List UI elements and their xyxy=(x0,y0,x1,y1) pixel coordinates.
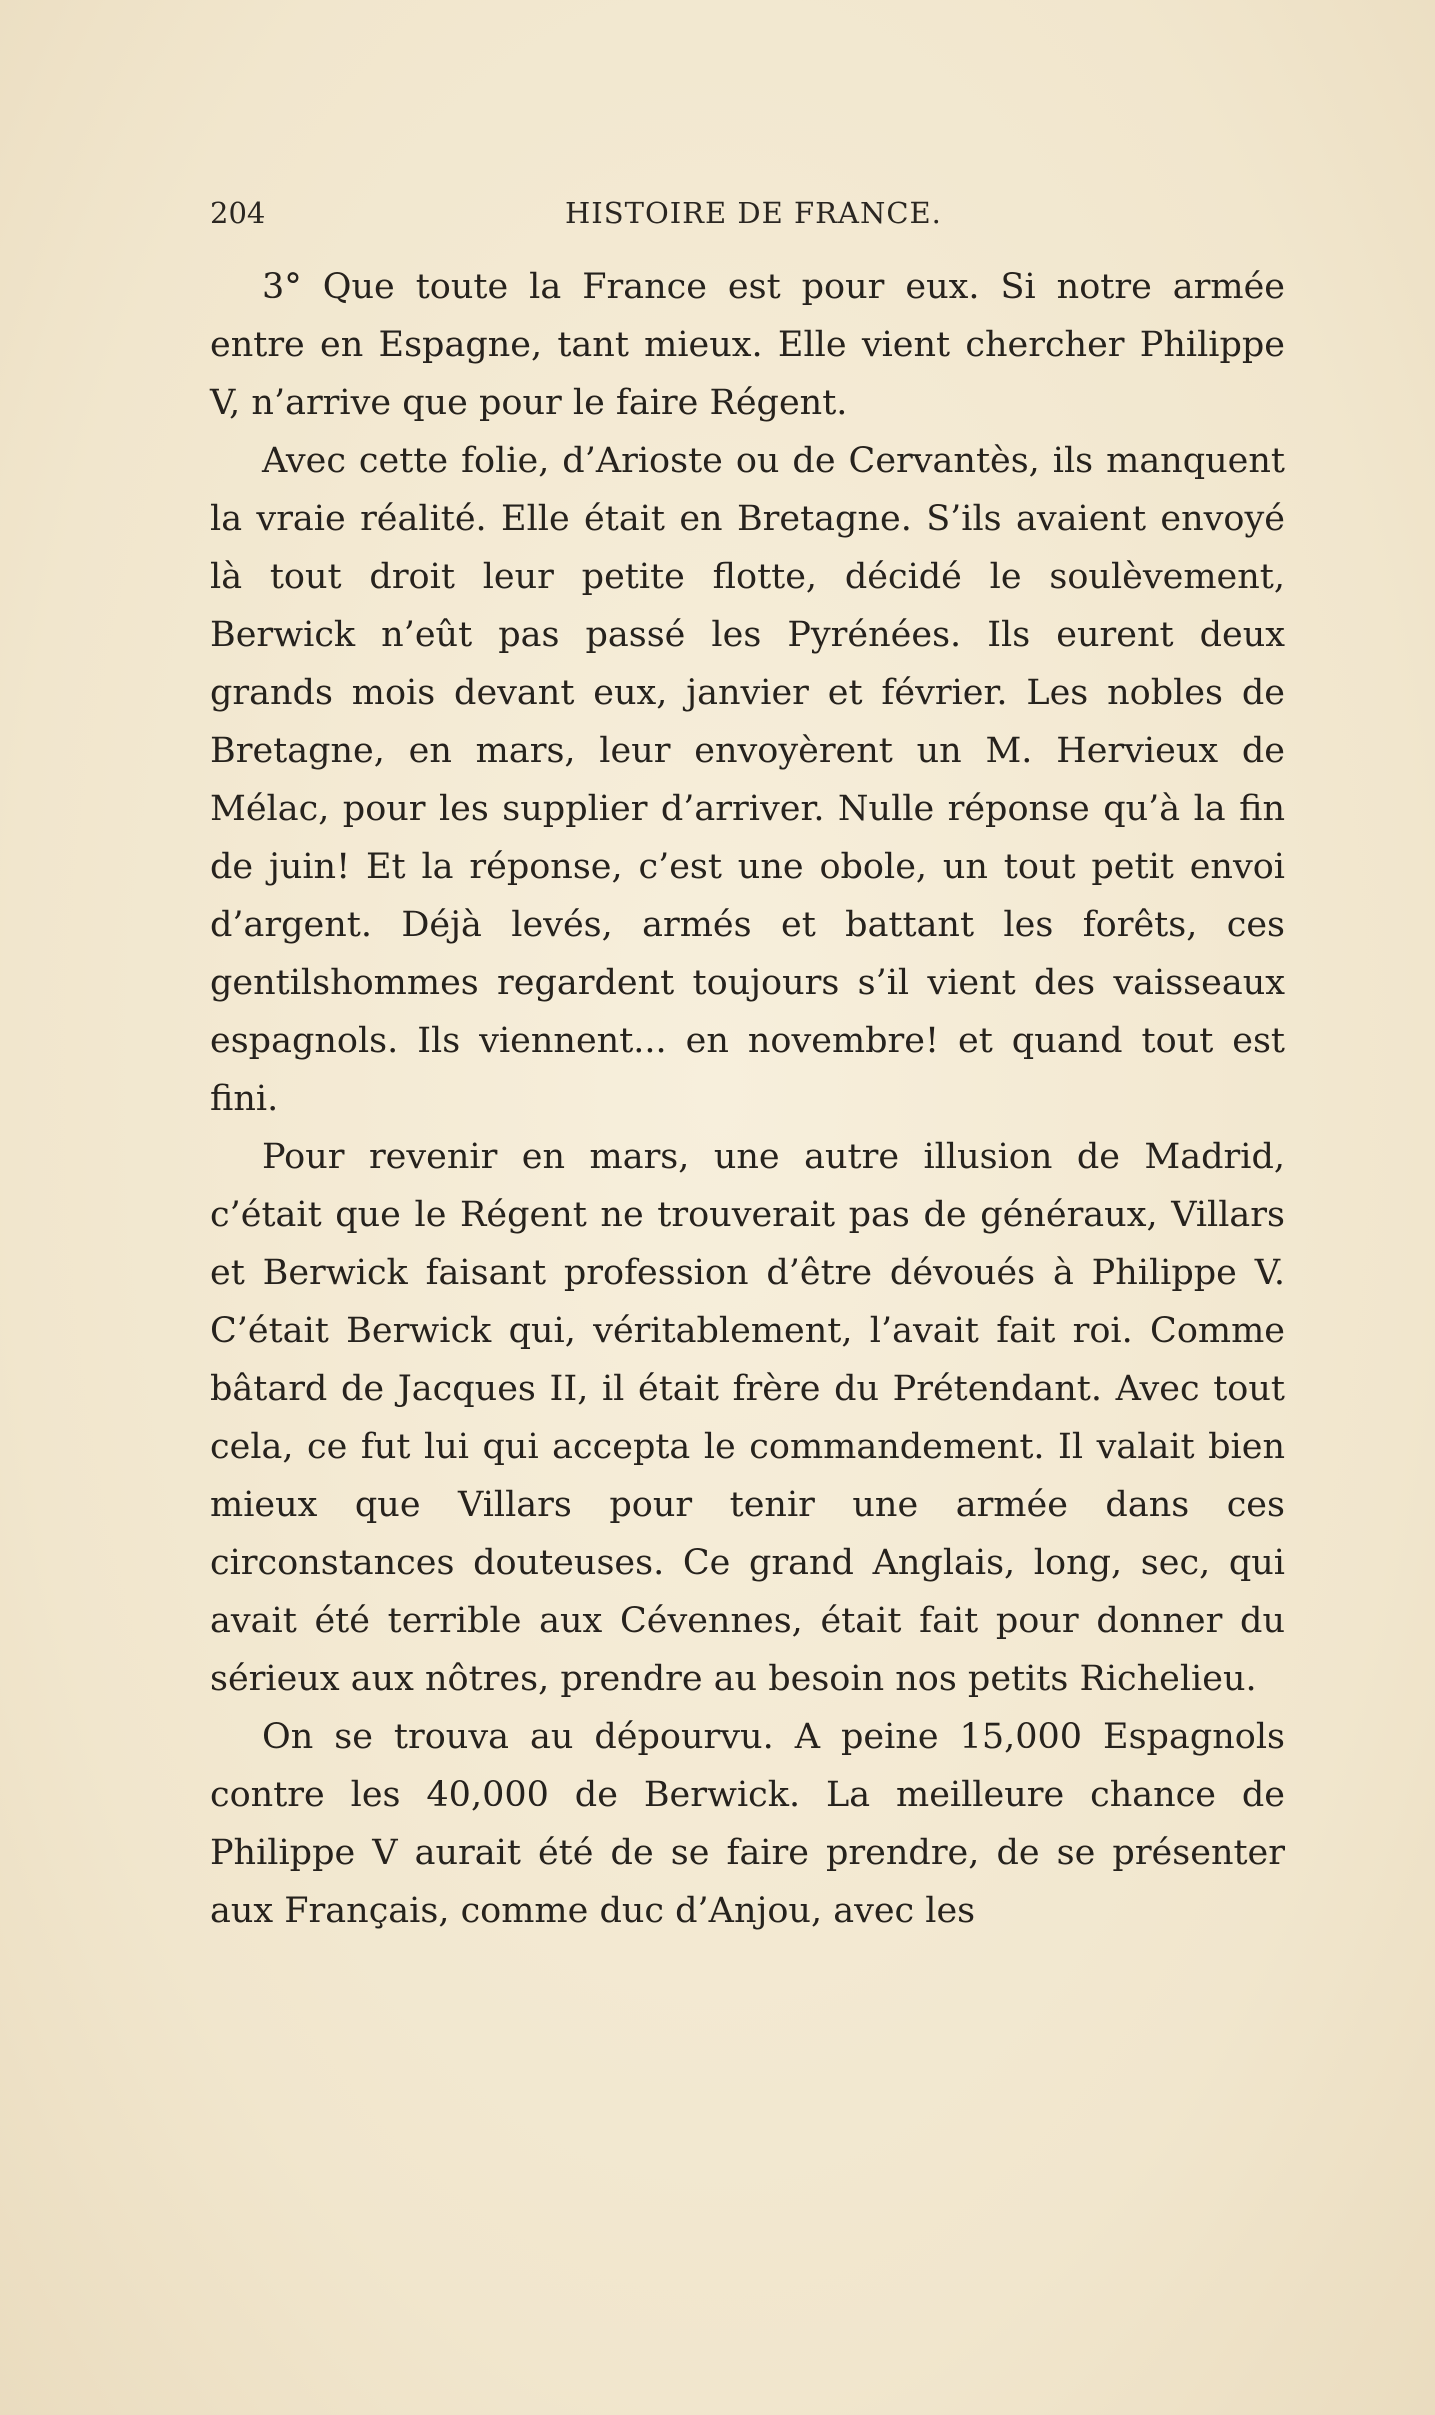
paragraph: Avec cette folie, d’Arioste ou de Cervantès, ils manquent la vraie réalité. Elle était en Bretagne. S’ils avaient envoyé là tout droit leur petite flotte, décidé le soulèvement, Berwick n’eût pas passé les Pyrénées. Ils eurent deux grands mois devant eux, janvier et février. Les nobles de Bretagne, en mars, leur envoyèrent un M. Hervieux de Mélac, pour les supplier d’arriver. Nulle réponse qu’à la fin de juin! Et la réponse, c’est une obole, un tout petit envoi d’argent. Déjà levés, armés et battant les forêts, ces gentilshommes regardent toujours s’il vient des vaisseaux espagnols. Ils viennent... en novembre! et quand tout est fini. xyxy=(210,441,1285,1119)
body-text xyxy=(210,258,1285,1940)
paragraph: Pour revenir en mars, une autre illusion de Madrid, c’était que le Régent ne trouverait pas de généraux, Villars et Berwick faisant profession d’être dévoués à Philippe V. C’était Berwick qui, véritablement, l’avait fait roi. Comme bâtard de Jacques II, il était frère du Prétendant. Avec tout cela, ce fut lui qui accepta le commandement. Il valait bien mieux que Villars pour tenir une armée dans ces circonstances douteuses. Ce grand Anglais, long, sec, qui avait été terrible aux Cévennes, était fait pour donner du sérieux aux nôtres, prendre au besoin nos petits Richelieu. xyxy=(210,1137,1285,1699)
page-header xyxy=(210,196,1280,246)
running-head: HISTOIRE DE FRANCE. xyxy=(565,196,942,230)
paragraph: On se trouva au dépourvu. A peine 15,000 Espagnols contre les 40,000 de Berwick. La meilleure chance de Philippe V aurait été de se faire prendre, de se présenter aux Français, comme duc d’Anjou, avec les xyxy=(210,1717,1285,1931)
page-number: 204 xyxy=(210,196,266,230)
paragraph: 3° Que toute la France est pour eux. Si notre armée entre en Espagne, tant mieux. Elle vient chercher Philippe V, n’arrive que pour le faire Régent. xyxy=(210,267,1285,423)
